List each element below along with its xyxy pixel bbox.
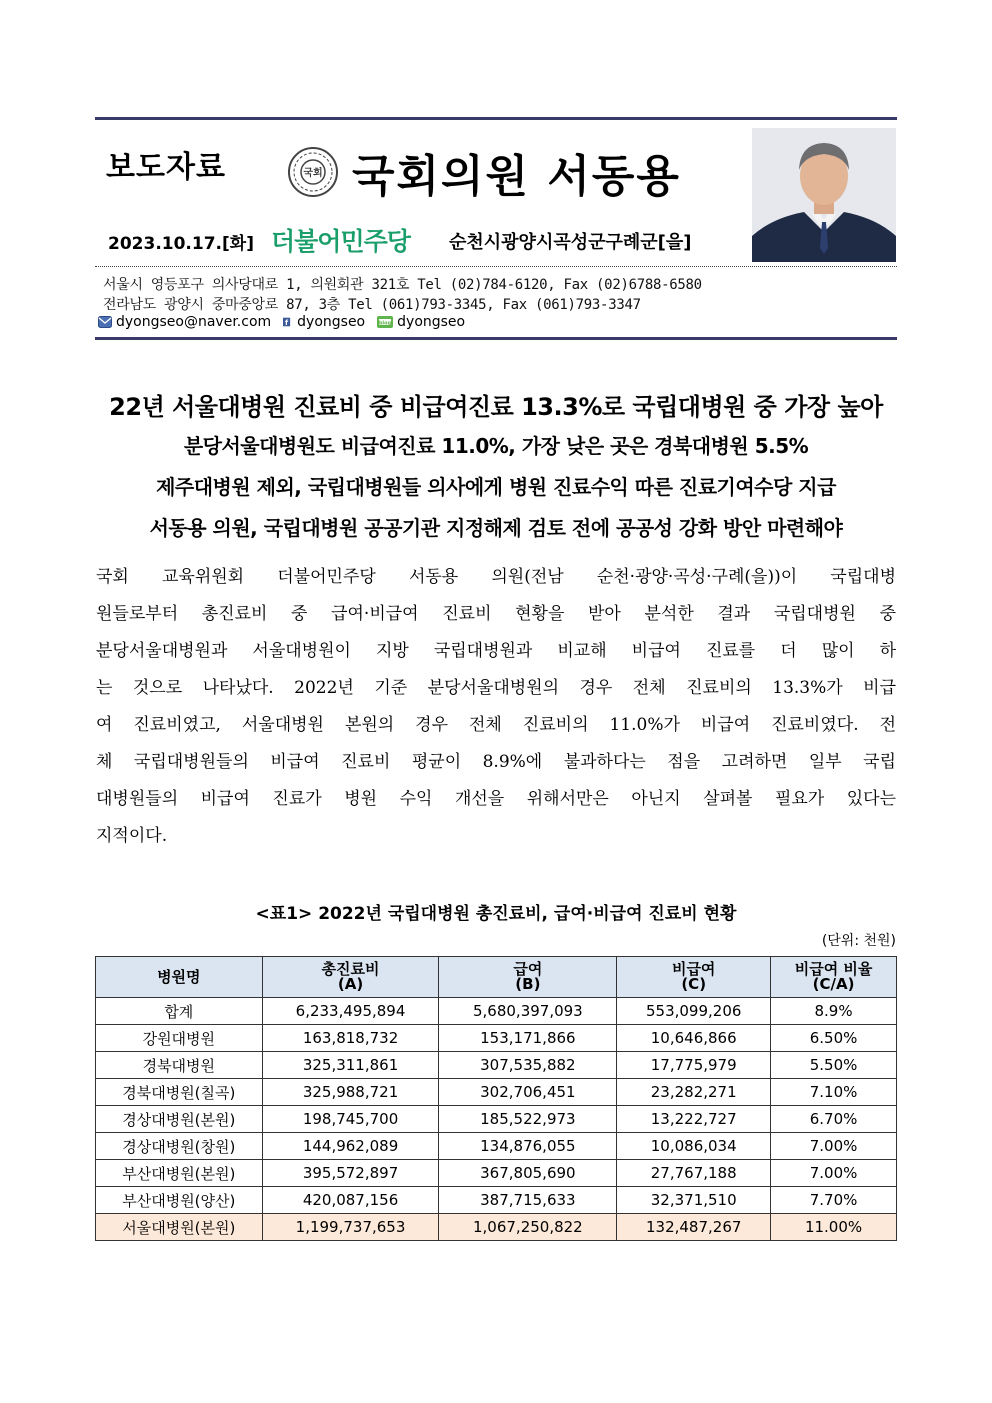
- facebook-icon: [283, 316, 293, 328]
- cell-total: 325,311,861: [262, 1052, 439, 1079]
- svg-text:f: f: [285, 318, 289, 328]
- col-header-ratio: 비급여 비율 (C/A): [771, 957, 897, 998]
- table-row: [96, 998, 897, 1025]
- seoul-address: 서울시 영등포구 의사당대로 1, 의원회관 321호 Tel (02)784-6120, Fax (02)6788-6580: [103, 277, 702, 293]
- blog-icon: [377, 316, 393, 328]
- table-unit: (단위: 천원): [821, 933, 896, 949]
- cell-noncovered: 13,222,727: [617, 1106, 771, 1133]
- cell-covered: 387,715,633: [439, 1187, 617, 1214]
- cell-ratio: 5.50%: [771, 1052, 897, 1079]
- header-dotted-rule: [95, 266, 897, 267]
- table-row: [96, 1160, 897, 1187]
- headline-main: 22년 서울대병원 진료비 중 비급여진료 13.3%로 국립대병원 중 가장 높아: [109, 393, 883, 421]
- cell-hospital: 경상대병원(본원): [96, 1106, 263, 1133]
- cell-covered: 5,680,397,093: [439, 998, 617, 1025]
- header-bottom-rule: [95, 337, 897, 340]
- svg-text:국회: 국회: [303, 168, 323, 179]
- svg-text:blog: blog: [378, 320, 392, 327]
- table-title: <표1> 2022년 국립대병원 총진료비, 급여·비급여 진료비 현황: [255, 904, 737, 924]
- col-header-hospital: 병원명: [96, 957, 263, 998]
- mail-icon: [98, 316, 112, 328]
- blog-text[interactable]: dyongseo: [397, 314, 466, 330]
- office-title: 국회의원 서동용: [352, 151, 681, 202]
- table-row-highlighted: [96, 1214, 897, 1241]
- facebook-text[interactable]: dyongseo: [297, 314, 366, 330]
- cell-total: 1,199,737,653: [262, 1214, 439, 1241]
- cell-total: 325,988,721: [262, 1079, 439, 1106]
- body-line: 지적이다.: [96, 826, 168, 846]
- cell-hospital: 부산대병원(본원): [96, 1160, 263, 1187]
- cell-hospital: 경상대병원(창원): [96, 1133, 263, 1160]
- cell-total: 395,572,897: [262, 1160, 439, 1187]
- cell-noncovered: 17,775,979: [617, 1052, 771, 1079]
- cell-total: 198,745,700: [262, 1106, 439, 1133]
- cell-covered: 185,522,973: [439, 1106, 617, 1133]
- cell-noncovered: 27,767,188: [617, 1160, 771, 1187]
- headline-sub-2: 제주대병원 제외, 국립대병원들 의사에게 병원 진료수익 따른 진료기여수당 지급: [156, 475, 836, 499]
- cell-hospital: 서울대병원(본원): [96, 1214, 263, 1241]
- header-top-rule: [95, 117, 897, 120]
- body-line: 분당서울대병원과 서울대병원이 지방 국립대병원과 비교해 비급여 진료를 더 많이 하: [96, 641, 896, 661]
- national-assembly-seal-icon: [287, 146, 339, 198]
- body-line: 체 국립대병원들의 비급여 진료비 평균이 8.9%에 불과하다는 점을 고려하면 일부 국립: [96, 752, 896, 772]
- cell-hospital: 경북대병원: [96, 1052, 263, 1079]
- body-line: 국회 교육위원회 더불어민주당 서동용 의원(전남 순천·광양·곡성·구례(을))이 국립대병: [96, 567, 896, 587]
- cell-ratio: 6.70%: [771, 1106, 897, 1133]
- cell-hospital: 경북대병원(칠곡): [96, 1079, 263, 1106]
- col-header-covered: 급여 (B): [439, 957, 617, 998]
- cell-noncovered: 10,086,034: [617, 1133, 771, 1160]
- col-header-noncovered: 비급여 (C): [617, 957, 771, 998]
- cell-ratio: 7.00%: [771, 1133, 897, 1160]
- gwangyang-address: 전라남도 광양시 중마중앙로 87, 3층 Tel (061)793-3345, Fax (061)793-3347: [103, 297, 641, 313]
- body-line: 대병원들의 비급여 진료가 병원 수익 개선을 위해서만은 아닌지 살펴볼 필요가 있다는: [96, 789, 896, 809]
- email-text[interactable]: dyongseo@naver.com: [116, 314, 272, 330]
- cell-hospital: 부산대병원(양산): [96, 1187, 263, 1214]
- cell-total: 163,818,732: [262, 1025, 439, 1052]
- cell-ratio: 7.00%: [771, 1160, 897, 1187]
- cell-noncovered: 32,371,510: [617, 1187, 771, 1214]
- doc-type-label: 보도자료: [106, 150, 226, 185]
- table-row: [96, 1106, 897, 1133]
- cell-ratio: 7.10%: [771, 1079, 897, 1106]
- headline-sub-1: 분당서울대병원도 비급여진료 11.0%, 가장 낮은 곳은 경북대병원 5.5%: [183, 434, 809, 458]
- cell-ratio: 11.00%: [771, 1214, 897, 1241]
- cell-noncovered: 10,646,866: [617, 1025, 771, 1052]
- cell-covered: 367,805,690: [439, 1160, 617, 1187]
- table-row: [96, 1025, 897, 1052]
- lawmaker-photo: [752, 128, 896, 262]
- cell-covered: 307,535,882: [439, 1052, 617, 1079]
- table-row: [96, 1187, 897, 1214]
- cell-total: 6,233,495,894: [262, 998, 439, 1025]
- district-label: 순천시광양시곡성군구례군[을]: [449, 232, 692, 253]
- cell-covered: 153,171,866: [439, 1025, 617, 1052]
- cell-total: 144,962,089: [262, 1133, 439, 1160]
- cell-noncovered: 553,099,206: [617, 998, 771, 1025]
- cell-noncovered: 23,282,271: [617, 1079, 771, 1106]
- hospital-cost-table: [95, 956, 897, 1241]
- release-date: 2023.10.17.[화]: [108, 234, 254, 254]
- contact-row: [98, 314, 465, 330]
- cell-noncovered: 132,487,267: [617, 1214, 771, 1241]
- table-row: [96, 1079, 897, 1106]
- table-row: [96, 1133, 897, 1160]
- cell-ratio: 6.50%: [771, 1025, 897, 1052]
- cell-covered: 302,706,451: [439, 1079, 617, 1106]
- cell-covered: 1,067,250,822: [439, 1214, 617, 1241]
- table-header-row: [96, 957, 897, 998]
- body-line: 여 진료비였고, 서울대병원 본원의 경우 전체 진료비의 11.0%가 비급여 진료비였다. 전: [96, 715, 896, 735]
- cell-ratio: 8.9%: [771, 998, 897, 1025]
- cell-covered: 134,876,055: [439, 1133, 617, 1160]
- body-line: 원들로부터 총진료비 중 급여·비급여 진료비 현황을 받아 분석한 결과 국립대병원 중: [96, 604, 896, 624]
- headline-sub-3: 서동용 의원, 국립대병원 공공기관 지정해제 검토 전에 공공성 강화 방안 마련해야: [149, 516, 843, 540]
- cell-total: 420,087,156: [262, 1187, 439, 1214]
- col-header-total: 총진료비 (A): [262, 957, 439, 998]
- party-logo: 더불어민주당: [271, 227, 410, 256]
- cell-hospital: 강원대병원: [96, 1025, 263, 1052]
- table-row: [96, 1052, 897, 1079]
- cell-hospital: 합계: [96, 998, 263, 1025]
- body-line: 는 것으로 나타났다. 2022년 기준 분당서울대병원의 경우 전체 진료비의 13.3%가 비급: [96, 678, 896, 698]
- cell-ratio: 7.70%: [771, 1187, 897, 1214]
